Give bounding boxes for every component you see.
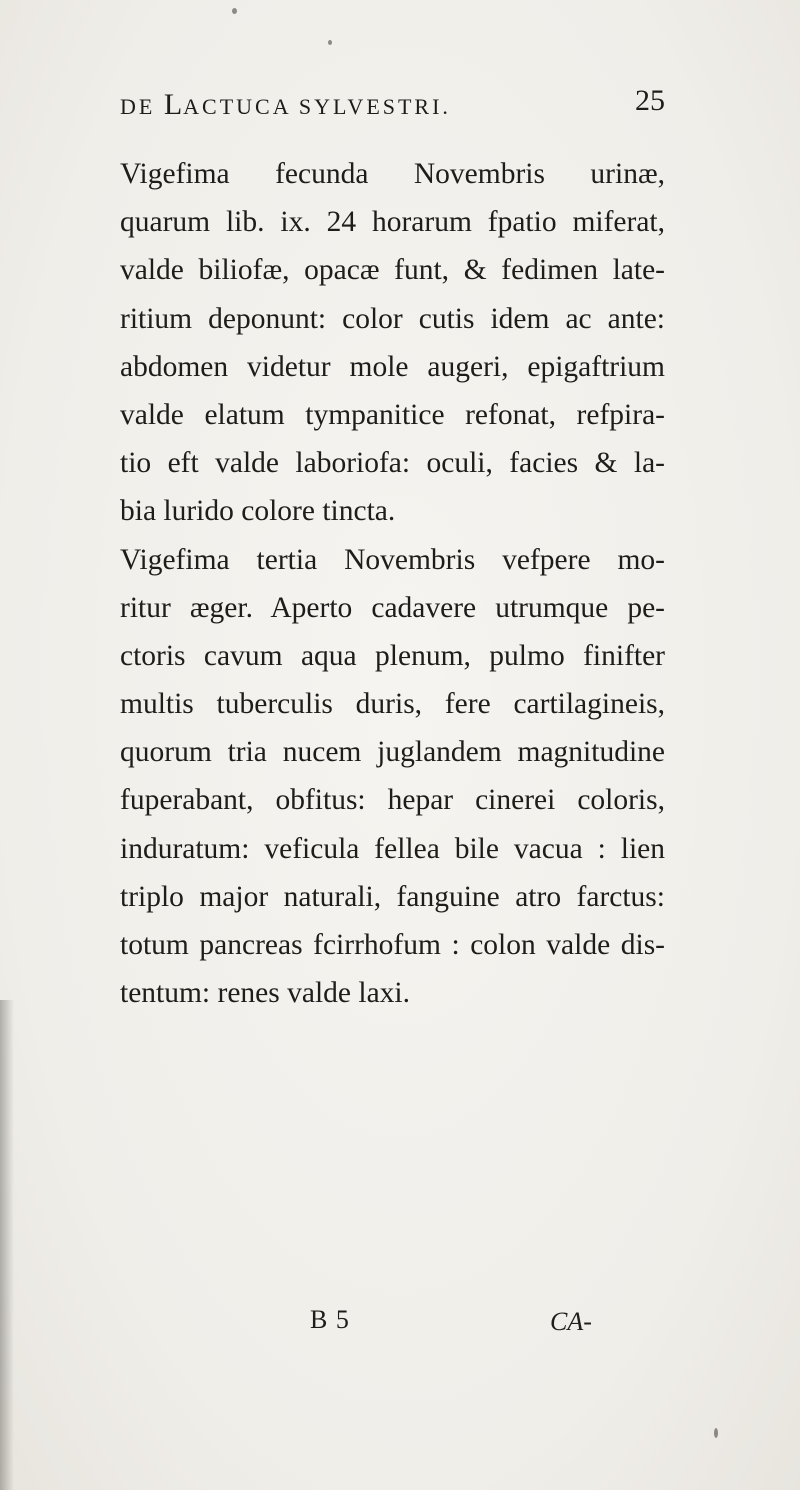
running-title <box>120 88 451 122</box>
text-line: triplo major naturali, fanguine atro farctus: <box>120 880 665 913</box>
text-line: quorum tria nucem juglandem magnitudine <box>120 736 665 769</box>
catchword: CA- <box>550 1307 592 1336</box>
text-line: valde biliofæ, opacæ funt, & fedimen late- <box>120 254 665 287</box>
page-footer <box>0 1305 800 1345</box>
text-line: induratum: veficula fellea bile vacua : lien <box>120 832 665 865</box>
ink-speck <box>714 1428 718 1438</box>
page-edge-shadow <box>0 1000 14 1490</box>
text-line: fuperabant, obfitus: hepar cinerei coloris, <box>120 784 665 817</box>
page-number: 25 <box>635 84 665 117</box>
text-line: multis tuberculis duris, fere cartilagineis, <box>120 688 665 721</box>
running-title-rest: ACTUCA SYLVESTRI. <box>183 94 451 119</box>
running-title-capital: L <box>163 88 184 121</box>
text-line: quarum lib. ix. 24 horarum fpatio miferat, <box>120 206 665 239</box>
text-line: totum pancreas fcirrhofum : colon valde dis- <box>120 929 665 961</box>
text-line: Vigefima fecunda Novembris urinæ, <box>120 158 665 190</box>
ink-speck <box>232 8 237 14</box>
text-line: Vigefima tertia Novembris vefpere mo- <box>120 543 665 576</box>
running-title-prefix: DE <box>120 94 156 119</box>
text-line: ritium deponunt: color cutis idem ac ante: <box>120 302 665 335</box>
ink-speck <box>328 40 332 45</box>
text-line: bia lurido colore tincta. <box>120 495 396 528</box>
body-text <box>120 150 665 1017</box>
running-header <box>120 84 665 128</box>
text-line: ctoris cavum aqua plenum, pulmo finifter <box>120 639 665 672</box>
text-line: ritur æger. Aperto cadavere utrumque pe- <box>120 591 665 624</box>
text-line: abdomen videtur mole augeri, epigaftrium <box>120 350 665 383</box>
text-line: tentum: renes valde laxi. <box>120 977 410 1010</box>
text-line: valde elatum tympanitice refonat, refpira- <box>120 398 665 431</box>
text-line: tio eft valde laboriofa: oculi, facies & la- <box>120 447 665 480</box>
signature-mark: B 5 <box>310 1305 350 1334</box>
